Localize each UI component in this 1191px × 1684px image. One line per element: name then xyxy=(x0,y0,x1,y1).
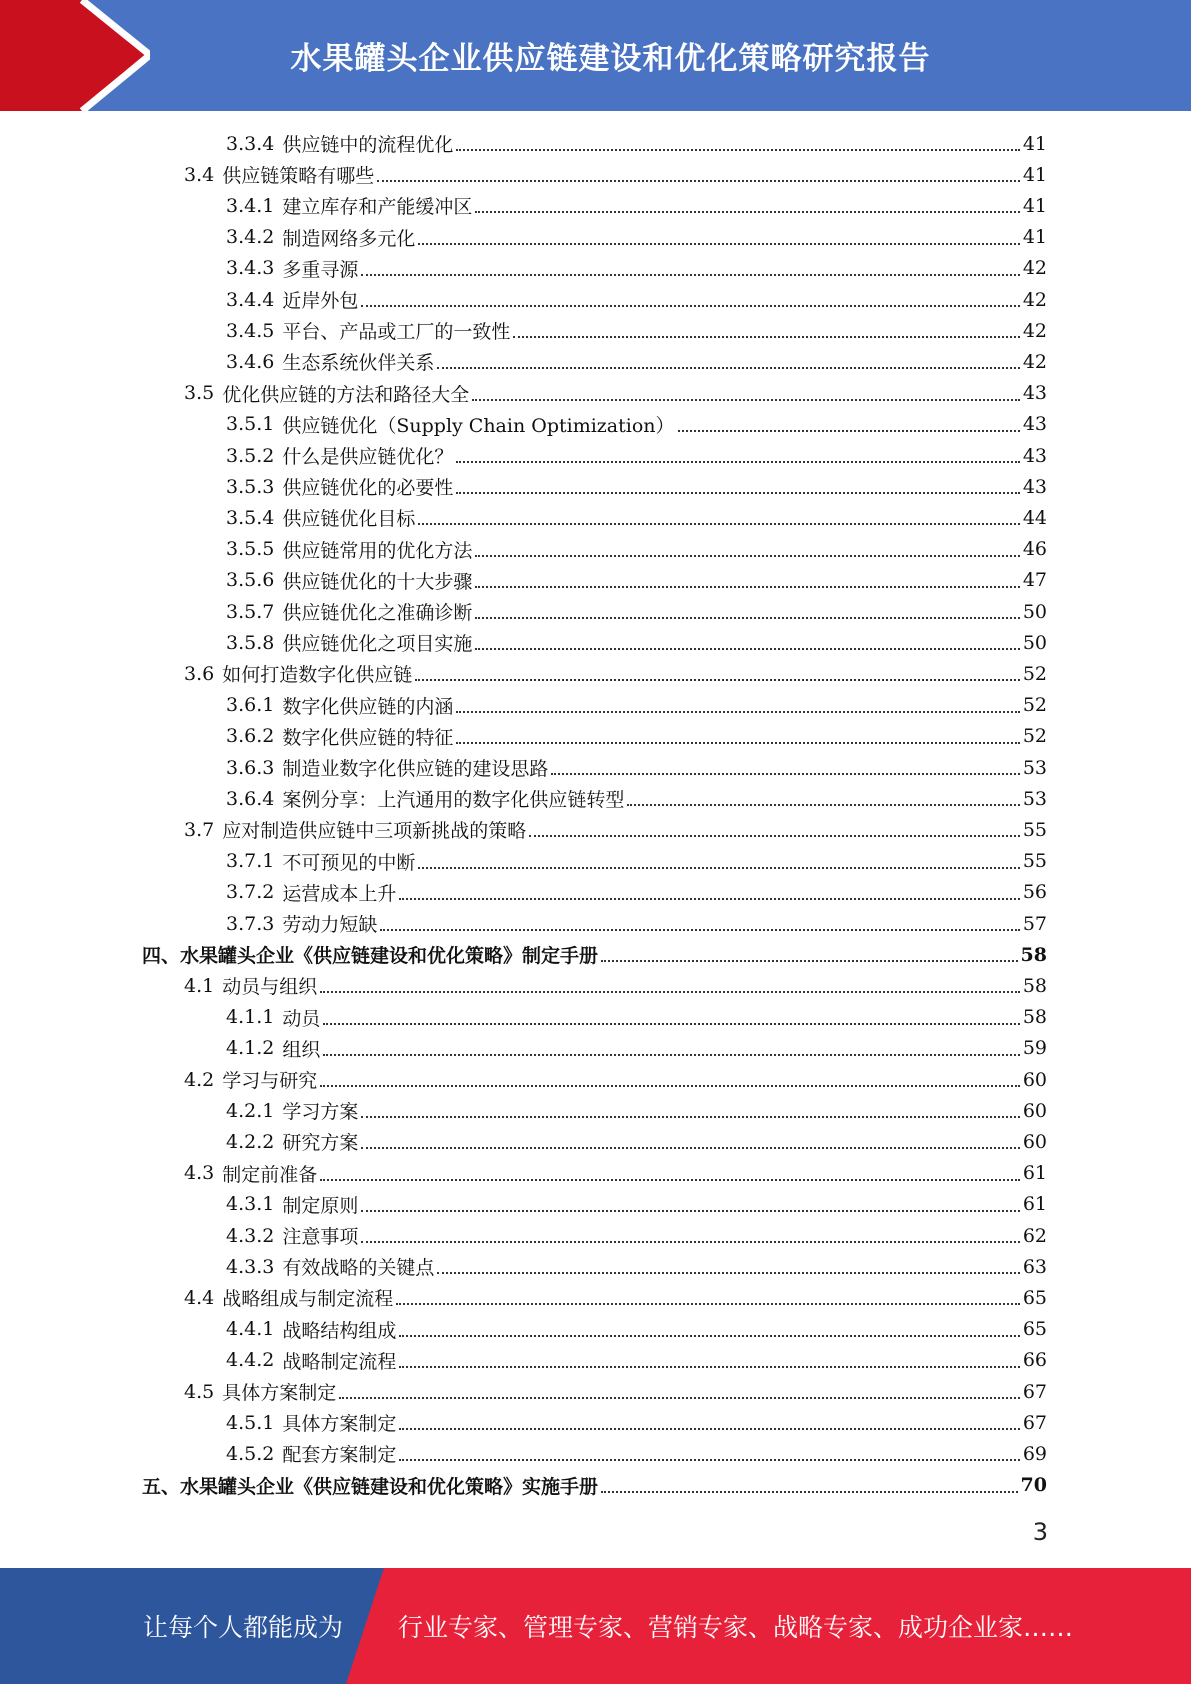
toc-dot-leader xyxy=(418,866,1019,869)
toc-entry[interactable] xyxy=(226,721,1047,752)
toc-dot-leader xyxy=(472,398,1020,401)
toc-entry-title: 制定原则 xyxy=(282,1194,359,1217)
report-title: 水果罐头企业供应链建设和优化策略研究报告 xyxy=(290,41,931,77)
toc-entry[interactable] xyxy=(226,534,1047,565)
toc-dot-leader xyxy=(323,1053,1019,1056)
toc-entry-number: 4.3 xyxy=(184,1162,215,1185)
toc-entry[interactable] xyxy=(226,1095,1047,1126)
toc-entry-number: 4.2.1 xyxy=(226,1099,275,1122)
toc-entry[interactable] xyxy=(226,846,1047,877)
toc-dot-leader xyxy=(377,179,1020,182)
toc-entry[interactable] xyxy=(226,1220,1047,1251)
toc-entry[interactable] xyxy=(226,315,1047,346)
toc-entry-number: 3.4 xyxy=(184,163,215,186)
toc-entry-title: 研究方案 xyxy=(282,1132,359,1155)
toc-entry-title: 战略组成与制定流程 xyxy=(222,1288,394,1311)
toc-dot-leader xyxy=(399,1334,1019,1337)
header-arrow-decoration xyxy=(0,0,150,111)
toc-entry-title: 如何打造数字化供应链 xyxy=(222,664,413,687)
toc-entry-page: 63 xyxy=(1022,1255,1047,1278)
toc-entry-page: 69 xyxy=(1022,1442,1047,1465)
toc-dot-leader xyxy=(361,1146,1019,1149)
toc-entry[interactable] xyxy=(226,690,1047,721)
toc-entry-number: 3.5.8 xyxy=(226,631,275,654)
toc-entry-page: 67 xyxy=(1022,1380,1047,1403)
toc-entry-page: 43 xyxy=(1022,444,1047,467)
toc-dot-leader xyxy=(456,741,1019,744)
toc-dot-leader xyxy=(320,990,1020,993)
toc-entry[interactable] xyxy=(226,908,1047,939)
toc-entry-number: 3.5.7 xyxy=(226,600,275,623)
toc-entry-title: 供应链优化目标 xyxy=(282,508,416,531)
toc-entry[interactable] xyxy=(184,658,1047,689)
toc-entry-page: 50 xyxy=(1022,631,1047,654)
toc-entry-page: 42 xyxy=(1022,350,1047,373)
toc-entry-page: 43 xyxy=(1022,413,1047,436)
toc-dot-leader xyxy=(396,1302,1020,1305)
toc-entry-page: 58 xyxy=(1022,974,1047,997)
toc-entry[interactable] xyxy=(226,1314,1047,1345)
toc-entry-page: 52 xyxy=(1022,662,1047,685)
toc-entry-page: 70 xyxy=(1020,1474,1047,1497)
toc-dot-leader xyxy=(361,1240,1019,1243)
toc-entry-title: 学习方案 xyxy=(282,1101,359,1124)
toc-entry[interactable] xyxy=(184,378,1047,409)
toc-entry-page: 61 xyxy=(1022,1193,1047,1216)
toc-entry-page: 44 xyxy=(1022,506,1047,529)
toc-entry[interactable] xyxy=(226,877,1047,908)
toc-entry-title: 供应链中的流程优化 xyxy=(282,134,454,156)
page-number: 3 xyxy=(1032,1518,1048,1546)
toc-entry-page: 61 xyxy=(1022,1162,1047,1185)
toc-dot-leader xyxy=(456,491,1019,494)
toc-entry-title: 多重寻源 xyxy=(282,258,359,281)
toc-entry-number: 3.6.3 xyxy=(226,756,275,779)
toc-entry-page: 41 xyxy=(1022,132,1047,155)
toc-entry-page: 47 xyxy=(1022,569,1047,592)
toc-entry-number: 3.5.2 xyxy=(226,444,275,467)
toc-entry-number: 3.4.2 xyxy=(226,226,275,249)
toc-entry-page: 41 xyxy=(1022,163,1047,186)
toc-entry-title: 近岸外包 xyxy=(282,290,359,312)
toc-dot-leader xyxy=(627,803,1019,806)
toc-dot-leader xyxy=(678,429,1020,432)
toc-entry-title: 战略结构组成 xyxy=(282,1319,397,1342)
toc-entry-page: 65 xyxy=(1022,1286,1047,1309)
toc-dot-leader xyxy=(320,1084,1020,1087)
toc-entry-number: 3.4.3 xyxy=(226,257,275,280)
toc-entry-number: 4.5.2 xyxy=(226,1442,275,1465)
toc-entry[interactable] xyxy=(226,1002,1047,1033)
toc-dot-leader xyxy=(320,1178,1020,1181)
toc-entry-page: 58 xyxy=(1020,943,1047,966)
toc-entry[interactable] xyxy=(184,1064,1047,1095)
toc-entry[interactable] xyxy=(226,783,1047,814)
toc-entry-page: 43 xyxy=(1022,382,1047,405)
toc-entry-title: 供应链优化的必要性 xyxy=(282,477,454,500)
toc-entry-title: 不可预见的中断 xyxy=(282,851,416,874)
toc-entry-page: 55 xyxy=(1022,818,1047,841)
toc-entry[interactable] xyxy=(184,1282,1047,1313)
toc-entry-number: 4.4.1 xyxy=(226,1318,275,1341)
toc-dot-leader xyxy=(361,273,1019,276)
toc-entry-number: 3.5.6 xyxy=(226,569,275,592)
toc-entry-page: 52 xyxy=(1022,694,1047,717)
toc-entry-number: 4.2.2 xyxy=(226,1130,275,1153)
toc-entry-page: 41 xyxy=(1022,226,1047,249)
toc-dot-leader xyxy=(418,242,1019,245)
toc-entry[interactable] xyxy=(226,190,1047,221)
toc-entry-page: 53 xyxy=(1022,756,1047,779)
toc-entry-number: 3.4.1 xyxy=(226,194,275,217)
toc-entry-page: 46 xyxy=(1022,538,1047,561)
toc-dot-leader xyxy=(361,304,1019,307)
toc-entry-number: 3.6.2 xyxy=(226,725,275,748)
footer-slogan-right: 行业专家、管理专家、营销专家、战略专家、成功企业家…… xyxy=(398,1613,1074,1642)
toc-entry-title: 生态系统伙伴关系 xyxy=(282,352,435,375)
toc-entry-title: 组织 xyxy=(282,1038,321,1061)
toc-entry-title: 具体方案制定 xyxy=(222,1382,337,1404)
toc-dot-leader xyxy=(415,678,1020,681)
toc-entry-number: 3.7.3 xyxy=(226,912,275,935)
toc-entry-title: 五、水果罐头企业《供应链建设和优化策略》实施手册 xyxy=(142,1475,599,1498)
toc-dot-leader xyxy=(601,1490,1018,1493)
toc-entry-number: 4.5.1 xyxy=(226,1411,275,1434)
toc-entry[interactable] xyxy=(226,1407,1047,1438)
toc-entry[interactable] xyxy=(226,471,1047,502)
toc-entry-title: 什么是供应链优化？ xyxy=(282,446,454,468)
toc-entry[interactable] xyxy=(226,346,1047,377)
toc-entry-page: 60 xyxy=(1022,1130,1047,1153)
toc-dot-leader xyxy=(513,335,1019,338)
toc-entry-number: 4.3.2 xyxy=(226,1224,275,1247)
toc-entry-title: 数字化供应链的特征 xyxy=(282,726,454,749)
toc-dot-leader xyxy=(437,366,1019,369)
toc-entry[interactable] xyxy=(226,502,1047,533)
toc-entry-number: 3.6.4 xyxy=(226,787,275,810)
toc-entry-number: 3.5.5 xyxy=(226,538,275,561)
toc-entry-page: 42 xyxy=(1022,288,1047,311)
toc-entry-page: 67 xyxy=(1022,1411,1047,1434)
toc-dot-leader xyxy=(380,928,1019,931)
toc-entry-title: 供应链优化的十大步骤 xyxy=(282,570,473,593)
toc-dot-leader xyxy=(437,1271,1019,1274)
toc-entry[interactable] xyxy=(184,159,1047,190)
toc-entry-title: 供应链优化之项目实施 xyxy=(282,633,473,656)
toc-entry-title: 供应链优化（Supply Chain Optimization） xyxy=(282,414,675,437)
toc-entry[interactable] xyxy=(226,222,1047,253)
toc-entry-number: 4.3.1 xyxy=(226,1193,275,1216)
toc-entry-page: 57 xyxy=(1022,912,1047,935)
toc-entry-page: 41 xyxy=(1022,194,1047,217)
toc-dot-leader xyxy=(475,616,1019,619)
toc-entry[interactable] xyxy=(184,1158,1047,1189)
toc-entry-title: 案例分享：上汽通用的数字化供应链转型 xyxy=(282,789,625,812)
toc-entry-number: 4.1.1 xyxy=(226,1006,275,1029)
toc-entry-page: 55 xyxy=(1022,850,1047,873)
toc-entry-number: 4.4 xyxy=(184,1286,215,1309)
toc-entry[interactable] xyxy=(226,752,1047,783)
toc-entry-number: 3.5.1 xyxy=(226,413,275,436)
toc-entry-number: 4.2 xyxy=(184,1068,215,1091)
toc-entry-page: 43 xyxy=(1022,475,1047,498)
toc-dot-leader xyxy=(361,1115,1019,1118)
toc-entry-number: 3.4.4 xyxy=(226,288,275,311)
toc-entry-title: 劳动力短缺 xyxy=(282,914,378,936)
toc-dot-leader xyxy=(456,148,1019,151)
toc-entry[interactable] xyxy=(226,1251,1047,1282)
toc-entry[interactable] xyxy=(226,627,1047,658)
toc-dot-leader xyxy=(551,772,1019,775)
toc-entry[interactable] xyxy=(226,1345,1047,1376)
toc-entry[interactable] xyxy=(226,440,1047,471)
toc-entry-number: 3.4.5 xyxy=(226,319,275,342)
toc-entry[interactable] xyxy=(226,284,1047,315)
toc-dot-leader xyxy=(475,585,1019,588)
toc-entry-page: 42 xyxy=(1022,257,1047,280)
toc-entry-number: 4.1 xyxy=(184,974,215,997)
toc-dot-leader xyxy=(456,710,1019,713)
toc-entry-number: 4.4.2 xyxy=(226,1349,275,1372)
toc-entry[interactable] xyxy=(226,1189,1047,1220)
toc-entry-number: 3.3.4 xyxy=(226,132,275,155)
toc-entry-title: 供应链优化之准确诊断 xyxy=(282,602,473,624)
toc-entry-page: 56 xyxy=(1022,881,1047,904)
toc-entry-title: 动员 xyxy=(282,1007,321,1030)
toc-entry-title: 注意事项 xyxy=(282,1226,359,1248)
toc-entry-page: 60 xyxy=(1022,1068,1047,1091)
toc-entry-title: 具体方案制定 xyxy=(282,1413,397,1436)
toc-entry-number: 4.3.3 xyxy=(226,1255,275,1278)
toc-entry[interactable] xyxy=(142,1470,1047,1501)
toc-dot-leader xyxy=(361,1209,1019,1212)
toc-entry-title: 优化供应链的方法和路径大全 xyxy=(222,383,470,406)
toc-entry-number: 3.5.3 xyxy=(226,475,275,498)
toc-entry[interactable] xyxy=(142,939,1047,970)
toc-entry-number: 4.5 xyxy=(184,1380,215,1403)
toc-entry-title: 战略制定流程 xyxy=(282,1350,397,1373)
page-header xyxy=(0,0,1191,111)
toc-entry-number: 3.7.1 xyxy=(226,850,275,873)
toc-entry-title: 建立库存和产能缓冲区 xyxy=(282,196,473,219)
toc-entry[interactable] xyxy=(226,128,1047,159)
footer-slogan-left: 让每个人都能成为 xyxy=(143,1613,344,1642)
toc-entry[interactable] xyxy=(226,1438,1047,1469)
toc-dot-leader xyxy=(529,834,1020,837)
toc-entry-number: 3.5 xyxy=(184,382,215,405)
toc-dot-leader xyxy=(475,554,1019,557)
toc-entry-page: 62 xyxy=(1022,1224,1047,1247)
toc-entry-page: 53 xyxy=(1022,787,1047,810)
toc-entry-page: 52 xyxy=(1022,725,1047,748)
toc-entry-number: 3.4.6 xyxy=(226,350,275,373)
toc-dot-leader xyxy=(399,1365,1019,1368)
toc-entry-page: 50 xyxy=(1022,600,1047,623)
toc-entry-title: 四、水果罐头企业《供应链建设和优化策略》制定手册 xyxy=(142,945,599,968)
toc-entry-title: 制造业数字化供应链的建设思路 xyxy=(282,758,549,780)
toc-entry[interactable] xyxy=(226,596,1047,627)
toc-entry-title: 运营成本上升 xyxy=(282,882,397,905)
toc-dot-leader xyxy=(323,1022,1019,1025)
toc-dot-leader xyxy=(399,897,1019,900)
toc-entry-title: 平台、产品或工厂的一致性 xyxy=(282,321,511,344)
toc-entry-number: 4.1.2 xyxy=(226,1037,275,1060)
toc-dot-leader xyxy=(475,210,1019,213)
toc-entry-number: 3.6.1 xyxy=(226,694,275,717)
toc-dot-leader xyxy=(456,460,1019,463)
toc-dot-leader xyxy=(339,1396,1020,1399)
toc-entry-title: 应对制造供应链中三项新挑战的策略 xyxy=(222,820,527,843)
toc-entry-page: 58 xyxy=(1022,1006,1047,1029)
toc-entry-number: 3.7 xyxy=(184,818,215,841)
toc-entry-title: 学习与研究 xyxy=(222,1070,318,1092)
toc-dot-leader xyxy=(399,1458,1019,1461)
toc-entry[interactable] xyxy=(184,970,1047,1001)
toc-dot-leader xyxy=(475,647,1019,650)
toc-entry-title: 供应链策略有哪些 xyxy=(222,165,375,188)
toc-entry-title: 动员与组织 xyxy=(222,976,318,999)
page-footer xyxy=(0,1568,1191,1684)
toc-entry-number: 3.5.4 xyxy=(226,506,275,529)
toc-entry-number: 3.7.2 xyxy=(226,881,275,904)
toc-entry-page: 60 xyxy=(1022,1099,1047,1122)
toc-entry[interactable] xyxy=(226,565,1047,596)
toc-entry[interactable] xyxy=(226,1033,1047,1064)
toc-entry-title: 配套方案制定 xyxy=(282,1444,397,1467)
toc-entry-number: 3.6 xyxy=(184,662,215,685)
toc-entry-title: 数字化供应链的内涵 xyxy=(282,695,454,718)
toc-dot-leader xyxy=(418,522,1019,525)
toc-entry-title: 供应链常用的优化方法 xyxy=(282,539,473,562)
toc-entry-title: 制定前准备 xyxy=(222,1163,318,1186)
toc-entry[interactable] xyxy=(226,409,1047,440)
toc-entry-page: 66 xyxy=(1022,1349,1047,1372)
toc-entry[interactable] xyxy=(226,253,1047,284)
toc-dot-leader xyxy=(399,1427,1019,1430)
toc-entry-page: 65 xyxy=(1022,1318,1047,1341)
toc-entry[interactable] xyxy=(226,1126,1047,1157)
toc-entry-page: 59 xyxy=(1022,1037,1047,1060)
toc-entry[interactable] xyxy=(184,814,1047,845)
toc-entry-title: 有效战略的关键点 xyxy=(282,1257,435,1280)
toc-dot-leader xyxy=(601,959,1018,962)
toc-entry-title: 制造网络多元化 xyxy=(282,227,416,250)
toc-entry[interactable] xyxy=(184,1376,1047,1407)
toc-entry-page: 42 xyxy=(1022,319,1047,342)
